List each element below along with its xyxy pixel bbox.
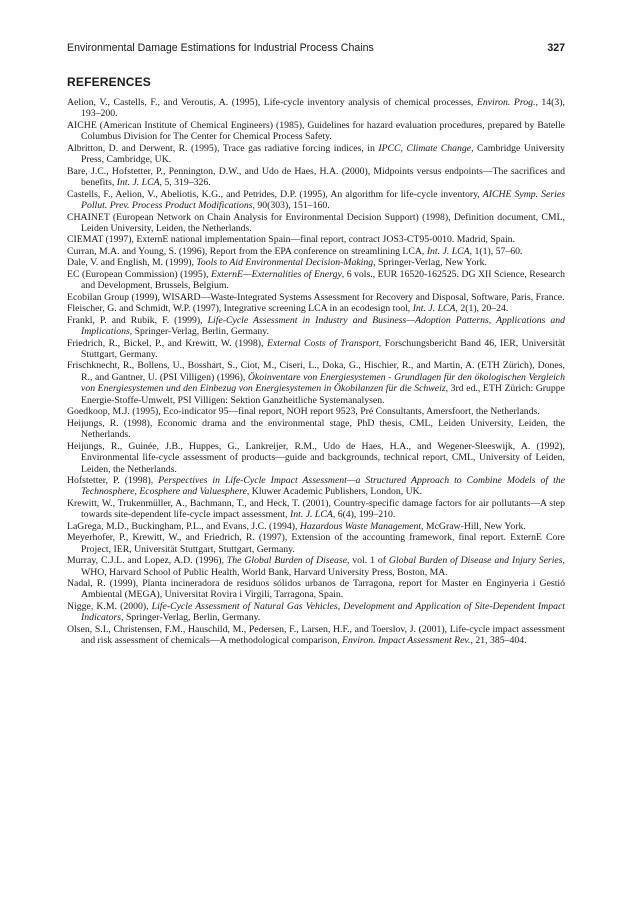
reference-text: Castells, F., Aelion, V., Abeliotis, K.G., and Petrides, D.P. (1995), An algorithm for life-cycle inventory, <box>67 188 483 200</box>
reference-italic-text: Tools to Aid Environmental Decision-Making <box>196 257 374 269</box>
reference-text: Nadal, R. (1999), Planta incineradora de residuos sólidos urbanos de Tarragona, report for Master en Enginyeria i Gestió Ambiental (MEGA), Universitat Rovira i Virgili, Tarragona, Spain. <box>67 578 565 601</box>
reference-italic-text: Environ. Prog. <box>476 97 536 108</box>
reference-text: , WHO, Harvard School of Public Health, World Bank, Harvard University Press, Boston, MA. <box>81 555 565 578</box>
page-number: 327 <box>547 42 565 54</box>
reference-italic-text: Int. J. LCA <box>290 509 333 521</box>
reference-entry <box>67 555 565 578</box>
reference-text: , 21, 385–404. <box>470 635 527 647</box>
reference-text: Fleischer, G. and Schmidt, W.P. (1997), Integrative screening LCA in an ecodesign tool, <box>67 303 413 315</box>
reference-italic-text: The Global Burden of Disease <box>226 555 347 567</box>
reference-text: Frankl, P. and Rubik, F. (1999), <box>67 314 208 326</box>
reference-text: , 90(303), 151–160. <box>252 200 330 212</box>
running-header <box>67 42 565 54</box>
reference-entry <box>67 246 565 257</box>
reference-text: , 5, 319–326. <box>159 177 211 189</box>
reference-text: , McGraw-Hill, New York. <box>421 520 526 532</box>
reference-text: , Springer-Verlag, Berlin, Germany. <box>129 326 269 338</box>
reference-text: , 1(1), 57–60. <box>469 245 523 257</box>
reference-entry <box>67 234 565 245</box>
reference-italic-text: Life-Cycle Assessment in Industry and Business—Adoption Patterns, Applications and Implications <box>81 314 565 338</box>
reference-entry <box>67 475 565 498</box>
reference-italic-text: IPCC, Climate Change <box>378 142 472 154</box>
reference-entry <box>67 292 565 303</box>
reference-entry <box>67 521 565 532</box>
reference-text: , Kluwer Academic Publishers, London, UK. <box>246 486 423 498</box>
reference-entry <box>67 315 565 338</box>
reference-entry <box>67 532 565 555</box>
reference-text: EC (European Commission) (1995), <box>67 268 211 280</box>
reference-entry <box>67 406 565 417</box>
reference-text: CIEMAT (1997), ExternE national implementation Spain—final report, contract JOS3-CT95-0010. Madrid, Spain. <box>67 234 515 246</box>
reference-italic-text: AICHE Symp. Series Pollut. Prev. Process Product Modifications <box>81 188 565 212</box>
reference-text: , Forschungsbericht Band 46, IER, Universität Stuttgart, Germany. <box>81 337 565 360</box>
reference-entry <box>67 189 565 212</box>
reference-italic-text: Environ. Impact Assessment Rev. <box>342 635 471 647</box>
reference-entry <box>67 257 565 268</box>
reference-text: Olsen, S.I., Christensen, F.M., Hauschild, M., Pedersen, F., Larsen, H.F., and Toerslov, J. (2001), Life-cycle impact assessment and risk assessment of chemicals—A methodological comparison, <box>67 623 565 647</box>
reference-entry <box>67 143 565 166</box>
reference-text: , Cambridge University Press, Cambridge, UK. <box>81 142 566 166</box>
reference-italic-text: Int. J. LCA <box>426 245 470 257</box>
reference-entry <box>67 360 565 406</box>
section-title: REFERENCES <box>67 75 152 89</box>
reference-text: Curran, M.A. and Young, S. (1996), Report from the EPA conference on streamlining LCA, <box>67 245 427 257</box>
reference-entry <box>67 441 565 475</box>
reference-text: CHAINET (European Network on Chain Analysis for Environmental Decision Support) (1998), Definition document, CML, Leiden University, Leiden, the Netherlands. <box>67 211 565 234</box>
reference-text: Friedrich, R., Bickel, P., and Krewitt, W. (1998), <box>67 337 267 349</box>
reference-text: , Springer-Verlag, New York. <box>373 257 487 269</box>
reference-entry <box>67 166 565 189</box>
reference-text: Meyerhofer, P., Krewitt, W., and Friedrich, R. (1997), Extension of the accounting framework, final report. ExternE Core Project, IER, Universität Stuttgart, Stuttgart, Germany. <box>67 532 565 555</box>
reference-entry <box>67 418 565 441</box>
reference-text: , 6 vols., EUR 16520-162525. DG XII Science, Research and Development, Brussels, Belgium. <box>81 268 565 292</box>
reference-entry <box>67 624 565 647</box>
reference-italic-text: Ökoinventare von Energiesystemen - Grundlagen für den ökologischen Vergleich von Energiesystemen und den Einbezug von Energiesystemen in Ökobilanzen für die Schweiz <box>81 371 565 395</box>
reference-entry <box>67 303 565 314</box>
reference-list <box>67 97 565 647</box>
reference-italic-text: Int. J. LCA <box>116 177 160 189</box>
reference-text: Dale, V. and English, M. (1999), <box>67 257 197 269</box>
reference-italic-text: Life-Cycle Assessment of Natural Gas Vehicles, Development and Application of Site-Dependent Impact Indicators <box>81 600 565 624</box>
reference-text: Nigge, K.M. (2000), <box>67 600 152 612</box>
reference-entry <box>67 578 565 601</box>
reference-entry <box>67 601 565 624</box>
reference-text: Krewitt, W., Trukenmüller, A., Bachmann, T., and Heck, T. (2001), Country-specific damage factors for air pollutants—A step towards site-dependent life-cycle impact assessment, <box>67 497 565 521</box>
reference-text: , vol. 1 of <box>346 555 389 567</box>
reference-text: , 6(4), 199–210. <box>332 509 396 521</box>
reference-italic-text: ExternE—Externalities of Energy <box>210 268 342 280</box>
reference-text: AICHE (American Institute of Chemical Engineers) (1985), Guidelines for hazard evaluation procedures, prepared by Batelle Columbus Division for The Center for Chemical Process Safety. <box>67 119 565 143</box>
reference-italic-text: Global Burden of Disease and Injury Series <box>388 555 563 567</box>
reference-text: LaGrega, M.D., Buckingham, P.L., and Evans, J.C. (1994), <box>67 520 300 532</box>
reference-entry <box>67 338 565 361</box>
reference-entry <box>67 97 565 120</box>
reference-text: Aelion, V., Castells, F., and Veroutis, A. (1995), Life-cycle inventory analysis of chemical processes, <box>67 97 477 108</box>
reference-text: , 3rd ed., ETH Zürich: Gruppe Energie-Stoffe-Umwelt, PSI Villigen: Sektion Ganzheitliche Systemanalysen. <box>81 383 566 406</box>
reference-text: , Springer-Verlag, Berlin, Germany. <box>121 612 261 624</box>
reference-entry <box>67 120 565 143</box>
reference-text: Frischknecht, R., Bollens, U., Bosshart, S., Ciot, M., Ciseri, L., Doka, G., Hischier, R., and Martin, A. (ETH Zürich), Dones, R., and Gantner, U. (PSI Villigen) (1996), <box>67 360 565 383</box>
reference-text: Ecobilan Group (1999), WISARD—Waste-Integrated Systems Assessment for Recovery and Disposal, Software, Paris, France. <box>67 291 565 303</box>
reference-entry <box>67 498 565 521</box>
reference-entry <box>67 269 565 292</box>
reference-text: Heijungs, R. (1998), Economic drama and the environmental stage, PhD thesis, CML, Leiden University, Leiden, the Netherlands. <box>67 417 565 441</box>
reference-text: Hofstetter, P. (1998), <box>67 474 159 486</box>
reference-italic-text: Perspectives in Life-Cycle Impact Assessment—a Structured Approach to Combine Models of the Technosphere, Ecosphere and Valuesphere <box>81 474 565 498</box>
running-title: Environmental Damage Estimations for Industrial Process Chains <box>67 42 374 54</box>
reference-text: Heijungs, R., Guinée, J.B., Huppes, G., Lankreijer, R.M., Udo de Haes, H.A., and Wegener-Sleeswijk, A. (1992), Environmental life-cycle assessment of products—guide and backgrounds, technical report, CML, University of Leiden, Leiden, the Netherlands. <box>67 440 565 475</box>
reference-text: Murray, C.J.L. and Lopez, A.D. (1996), <box>67 555 227 567</box>
reference-italic-text: Int. J. LCA <box>412 303 456 315</box>
reference-text: Goedkoop, M.J. (1995), Eco-indicator 95—final report, NOH report 9523, Pré Consultants, Amersfoort, the Netherlands. <box>67 406 540 418</box>
reference-text: Bare, J.C., Hofstetter, P., Pennington, D.W., and Udo de Haes, H.A. (2000), Midpoints versus endpoints—The sacrifices and benefits, <box>67 165 565 189</box>
reference-italic-text: Hazardous Waste Management <box>299 520 422 532</box>
reference-italic-text: External Costs of Transport <box>266 337 379 349</box>
reference-text: , 2(1), 20–24. <box>455 303 509 315</box>
reference-text: Albritton, D. and Derwent, R. (1995), Trace gas radiative forcing indices, in <box>67 142 379 154</box>
reference-text: , 14(3), 193–200. <box>81 97 565 120</box>
reference-entry <box>67 212 565 235</box>
